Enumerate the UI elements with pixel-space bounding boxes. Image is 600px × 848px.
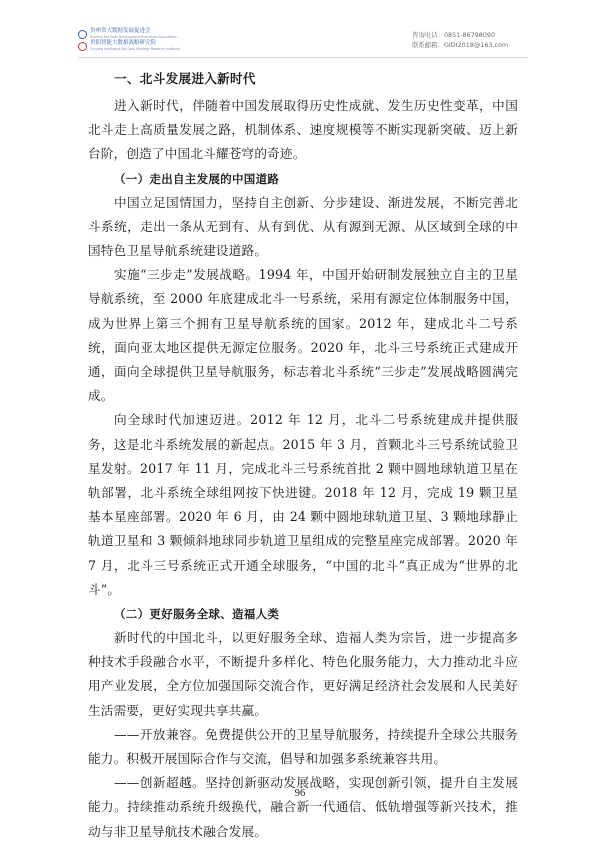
organization-logos — [78, 28, 218, 52]
subsection-2-paragraph-3: ——创新超越。坚持创新驱动发展战略，实现创新引领，提升自主发展能力。持续推动系统升级换代，融合新一代通信、低轨增强等新兴技术，推动与非卫星导航技术融合发展。 — [88, 775, 518, 839]
header-divider — [78, 57, 528, 58]
logo-row-institute — [78, 40, 218, 52]
subsection-title-1: （一）走出自主发展的中国道路 — [114, 171, 280, 186]
subsection-2-paragraph-2: ——开放兼容。免费提供公开的卫星导航服务，持续提升全球公共服务能力。积极开展国际合作与交流，倡导和加强多系统兼容共用。 — [88, 726, 518, 767]
contact-email[interactable]: 联系邮箱：GIDI2018@163.com — [412, 41, 509, 49]
association-logo-icon — [78, 30, 87, 39]
subsection-1-paragraph-2: 实施“三步走”发展战略。1994 年，中国开始研制发展独立自主的卫星导航系统，至 2000 年底建成北斗一号系统，采用有源定位体制服务中国，成为世界上第三个拥有卫星导航系统的国家。2012 年，建成北斗二号系统，面向亚太地区提供无源定位服务。2020 年，北斗三号系统正式建成开通，面向全球提供卫星导航服务，标志着北斗系统“三步走”发展战略圆满完成。 — [88, 267, 518, 404]
section-title: 一、北斗发展进入新时代 — [114, 71, 256, 86]
association-name-en: Guizhou Big Data Development Promotion Association — [90, 35, 177, 39]
page-header — [0, 0, 600, 56]
subsection-2-paragraph-1: 新时代的中国北斗，以更好服务全球、造福人类为宗旨，进一步提高多种技术手段融合水平，不断提升多样化、特色化服务能力，大力推动北斗应用产业发展，全方位加强国际交流合作，更好满足经济社会发展和人民美好生活需要，更好实现共享共赢。 — [88, 630, 518, 718]
subsection-1-paragraph-1: 中国立足国情国力，坚持自主创新、分步建设、渐进发展，不断完善北斗系统，走出一条从无到有、从有到优、从有源到无源、从区域到全球的中国特色卫星导航系统建设道路。 — [88, 194, 518, 259]
contact-info — [412, 30, 508, 50]
contact-phone: 咨询电话：0851-86798090 — [412, 31, 496, 39]
subsection-1-paragraph-3: 向全球时代加速迈进。2012 年 12 月，北斗二号系统建成并提供服务，这是北斗系统发展的新起点。2015 年 3 月，首颗北斗三号系统试验卫星发射。2017 年 11 月，完成北斗三号系统首批 2 颗中圆地球轨道卫星在轨部署，北斗系统全球组网按下快进键。2018 年 12 月，完成 19 颗卫星基本星座部署。2020 年 6 月，由 24 颗中圆地球轨道卫星、3 颗地球静止轨道卫星和 3 颗倾斜地球同步轨道卫星组成的完整星座完成部署。2020 年 7 月，北斗三号系统正式开通全球服务，“中国的北斗”真正成为“世界的北斗”。 — [88, 412, 518, 597]
institute-name-en: Guiyang Intelligent Big Data Strategy Research Institute — [90, 47, 180, 51]
intro-paragraph: 进入新时代，伴随着中国发展取得历史性成就、发生历史性变革，中国北斗走上高质量发展之路，机制体系、速度规模等不断实现新突破、迈上新台阶，创造了中国北斗耀苍穹的奇迹。 — [88, 98, 518, 162]
document-body — [88, 70, 518, 844]
institute-name: 贵阳智能大数据战略研究院 — [90, 40, 157, 46]
subsection-title-2: （二）更好服务全球、造福人类 — [114, 607, 280, 622]
page-number: 96 — [294, 788, 306, 799]
institute-logo-icon — [78, 42, 87, 51]
association-name: 贵州省大数据发展促进会 — [90, 28, 151, 34]
logo-row-association — [78, 28, 218, 40]
